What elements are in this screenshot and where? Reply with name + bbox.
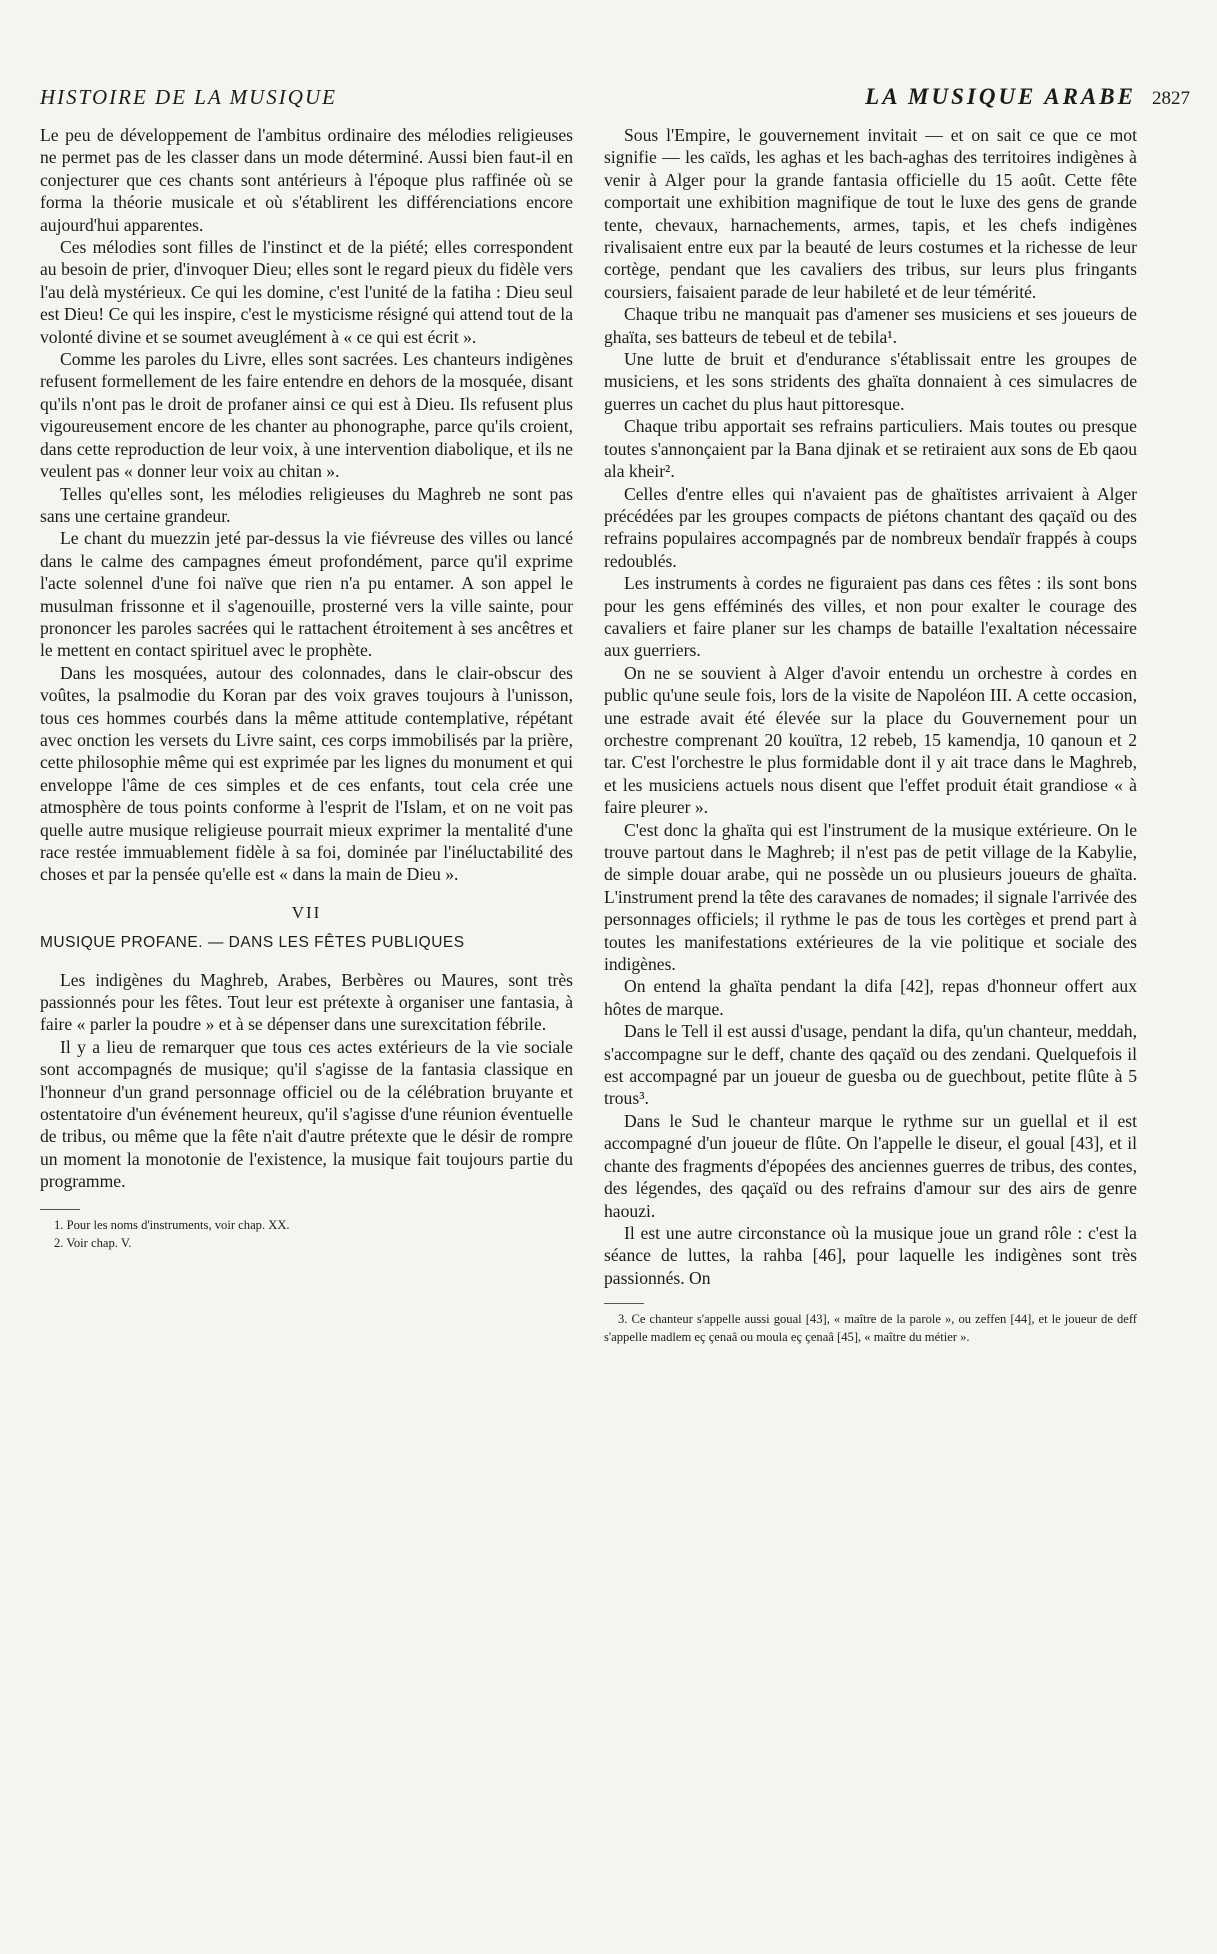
paragraph: Il y a lieu de remarquer que tous ces actes extérieurs de la vie sociale sont accompagnés de musique; qu'il s'agisse de la fantasia classique en l'honneur d'un grand personnage officiel ou de la célébration bruyante et ostentatoire d'un événement heureux, qu'il s'agisse d'une réunion éventuelle de tribus, ou même que la fête n'ait d'autre prétexte que le désir de rompre un moment la monotonie de l'existence, la musique fait toujours partie du programme. (40, 1036, 573, 1192)
paragraph: Une lutte de bruit et d'endurance s'établissait entre les groupes de musiciens, et les sons stridents des ghaïta donnaient à ces simulacres de guerres un cachet du plus haut pittoresque. (604, 349, 1137, 414)
paragraph: Dans le Sud le chanteur marque le rythme sur un guellal et il est accompagné d'un joueur de flûte. On l'appelle le diseur, el goual [43], et il chante des fragments d'épopées des anciennes guerres de tribus, des contes, des légendes, des qaçaïd ou des refrains d'amour sur des airs de genre haouzi. (604, 1110, 1137, 1221)
left-column (40, 124, 573, 1252)
page-number: 2827 (1152, 88, 1190, 109)
running-header (40, 84, 1190, 110)
paragraph: Sous l'Empire, le gouvernement invitait — et on sait ce que ce mot signifie — les caïds, les aghas et les bach-aghas des territoires indigènes à venir à Alger pour la grande fantasia officielle du 15 août. Cette fête comportait une exhibition magnifique de tout le luxe des gens de grande tente, chevaux, harnachements, armes, tapis, et les chefs indigènes rivalisaient entre eux par la beauté de leurs costumes et la richesse de leur cortège, pendant que les cavaliers des tribus, sur leurs plus fringants coursiers, faisaient parade de leur habileté et de leur témérité. (604, 125, 1137, 302)
paragraph: Les instruments à cordes ne figuraient pas dans ces fêtes : ils sont bons pour les gens efféminés des villes, et non pour exalter le courage des cavaliers et faire planer sur les champs de bataille l'exaltation nécessaire aux guerriers. (604, 573, 1137, 661)
footnote: 2. Voir chap. V. (54, 1235, 132, 1250)
section-title: MUSIQUE PROFANE. — DANS LES FÊTES PUBLIQUES (40, 934, 465, 952)
paragraph: Comme les paroles du Livre, elles sont sacrées. Les chanteurs indigènes refusent formellement de les faire entendre en dehors de la mosquée, disant qu'ils n'ont pas le droit de profaner ainsi ce qui est à Dieu. Ils refusent plus vigoureusement encore de les chanter au phonographe, parce qu'ils croient, dans cette reproduction de leur voix, à une intervention diabolique, et ils ne veulent pas « donner leur voix au chitan ». (40, 349, 573, 482)
footnotes (604, 1297, 1137, 1346)
footnote-rule (604, 1303, 644, 1304)
paragraph: C'est donc la ghaïta qui est l'instrument de la musique extérieure. On le trouve partout dans le Maghreb; il n'est pas de petit village de la Kabylie, de simple douar arabe, qui ne possède un ou plusieurs joueurs de ghaïta. L'instrument prend la tête des caravanes de nomades; il signale l'arrivée des personnages officiels; il rythme le pas de tous les cortèges et prend part à toutes les manifestations extérieures de la vie politique et sociale des indigènes. (604, 819, 1137, 975)
section-number: VII (291, 902, 322, 922)
paragraph: Le chant du muezzin jeté par-dessus la vie fiévreuse des villes ou lancé dans le calme des campagnes émeut profondément, parce qu'il exprime l'acte solennel d'une foi naïve que rien n'a pu entamer. A son appel le musulman frissonne et il s'agenouille, prosterné vers la ville sainte, pour prononcer les paroles sacrées qui le rattachent étroitement à ses ancêtres et le mettent en contact spirituel avec le prophète. (40, 528, 573, 661)
paragraph: On entend la ghaïta pendant la difa [42], repas d'honneur offert aux hôtes de marque. (604, 976, 1137, 1019)
footnotes (40, 1203, 573, 1252)
paragraph: Chaque tribu ne manquait pas d'amener ses musiciens et ses joueurs de ghaïta, ses batteurs de tebeul et de tebila¹. (604, 304, 1137, 347)
paragraph: Celles d'entre elles qui n'avaient pas de ghaïtistes arrivaient à Alger précédées par les groupes compacts de piétons chantant des qaçaïd ou des refrains populaires accompagnés par de nombreux bendaïr frappés à coups redoublés. (604, 483, 1137, 571)
paragraph: On ne se souvient à Alger d'avoir entendu un orchestre à cordes en public qu'une seule fois, lors de la visite de Napoléon III. A cette occasion, une estrade avait été élevée sur la place du Gouvernement pour un orchestre comprenant 20 kouïtra, 12 rebeb, 15 kamendja, 10 qanoun et 2 tar. C'est l'orchestre le plus formidable dont il y ait trace dans le Maghreb, et les musiciens actuels nous disent que l'effet produit était grandiose « à faire pleurer ». (604, 662, 1137, 818)
right-column (604, 124, 1137, 1346)
header-book-title: HISTOIRE DE LA MUSIQUE (40, 85, 337, 109)
header-chapter-text: LA MUSIQUE ARABE (865, 84, 1136, 109)
paragraph: Le peu de développement de l'ambitus ordinaire des mélodies religieuses ne permet pas de les classer dans un mode déterminé. Aussi bien faut-il en conjecturer que ces chants sont antérieurs à l'époque plus raffinée où se forma la théorie musicale et où s'établirent les différenciations encore aujourd'hui apparentes. (40, 125, 573, 235)
footnote: 3. Ce chanteur s'appelle aussi goual [43], « maître de la parole », ou zeffen [44], et le joueur de deff s'appelle madlem eç çenaâ ou moula eç çenaâ [45], « maître du métier ». (604, 1312, 1137, 1345)
paragraph: Ces mélodies sont filles de l'instinct et de la piété; elles correspondent au besoin de prier, d'invoquer Dieu; elles sont le regard pieux du fidèle vers l'au delà mystérieux. Ce qui les domine, c'est l'unité de la fatiha : Dieu seul est Dieu! Ce qui les inspire, c'est le mysticisme résigné qui attend tout de la volonté divine et se soumet aveuglément à « ce qui est écrit ». (40, 237, 573, 347)
paragraph: Il est une autre circonstance où la musique joue un grand rôle : c'est la séance de luttes, la rahba [46], pour laquelle les indigènes sont très passionnés. On (604, 1222, 1137, 1288)
paragraph: Chaque tribu apportait ses refrains particuliers. Mais toutes ou presque toutes s'annonçaient par la Bana djinak et se retiraient aux sons de Eb qaou ala kheir². (604, 416, 1137, 482)
paragraph: Dans le Tell il est aussi d'usage, pendant la difa, qu'un chanteur, meddah, s'accompagne sur le deff, chante des qaçaïd ou des zendani. Quelquefois il est accompagné par un joueur de guesba ou de guechbout, petite flûte à 5 trous³. (604, 1021, 1137, 1109)
footnote: 1. Pour les noms d'instruments, voir chap. XX. (54, 1217, 290, 1232)
paragraph: Telles qu'elles sont, les mélodies religieuses du Maghreb ne sont pas sans une certaine grandeur. (40, 483, 573, 526)
paragraph: Les indigènes du Maghreb, Arabes, Berbères ou Maures, sont très passionnés pour les fêtes. Tout leur est prétexte à organiser une fantasia, à faire « parler la poudre » et à se dépenser dans une surexcitation fébrile. (40, 969, 573, 1035)
header-chapter-title (865, 84, 1190, 110)
paragraph: Dans les mosquées, autour des colonnades, dans le clair-obscur des voûtes, la psalmodie du Koran par des voix graves toujours à l'unisson, tous ces hommes courbés dans la même attitude contemplative, répétant avec onction les versets du Livre saint, ces corps immobilisés par la prière, cette philosophie même qui est exprimée par les lignes du monument et qui enveloppe l'âme de ces simples et de ces enfants, tout cela crée une atmosphère de tous points conforme à l'esprit de l'Islam, et on ne voit pas quelle autre musique religieuse pourrait mieux exprimer la mentalité d'une race restée immuablement fidèle à sa foi, dominée par l'inéluctabilité des choses et par la pensée qu'elle est « dans la main de Dieu ». (40, 662, 573, 885)
footnote-rule (40, 1209, 80, 1210)
